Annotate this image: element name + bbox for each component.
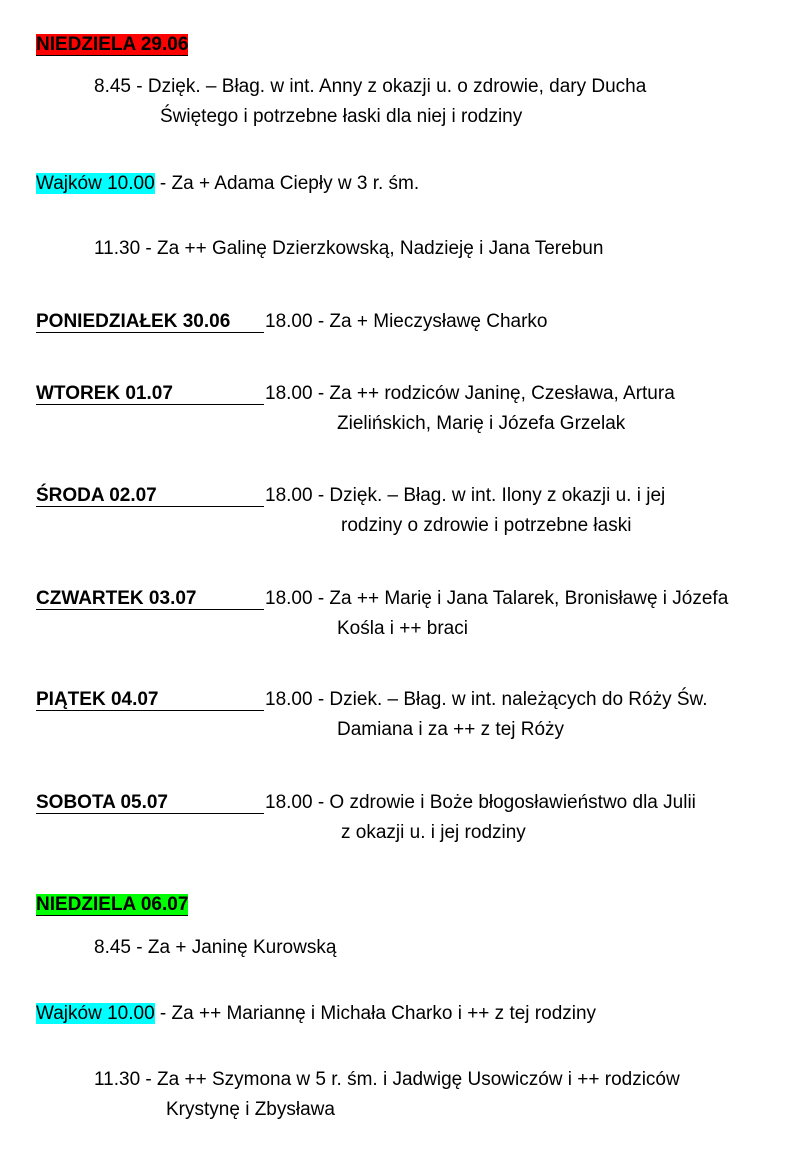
mass-entry-continuation: z okazji u. i jej rodziny xyxy=(341,822,526,843)
friday-label: PIĄTEK 04.07 xyxy=(36,688,264,711)
mass-entry-continuation: Świętego i potrzebne łaski dla niej i rodziny xyxy=(160,106,523,127)
mass-entry: 18.00 - Dzięk. – Błag. w int. Ilony z okazji u. i jej xyxy=(265,485,666,506)
mass-entry: 18.00 - Za ++ Marię i Jana Talarek, Bronisławę i Józefa xyxy=(265,588,729,609)
mass-entry-continuation: Krystynę i Zbysława xyxy=(166,1099,335,1120)
mass-entry: 8.45 - Dzięk. – Błag. w int. Anny z okazji u. o zdrowie, dary Ducha xyxy=(94,76,647,97)
tuesday-label: WTOREK 01.07 xyxy=(36,382,264,405)
sunday-header xyxy=(36,33,188,57)
thursday-label: CZWARTEK 03.07 xyxy=(36,587,264,610)
mass-entry-continuation: rodziny o zdrowie i potrzebne łaski xyxy=(341,515,632,536)
wajkow-label: Wajków 10.00 xyxy=(36,1003,155,1024)
mass-entry: 11.30 - Za ++ Szymona w 5 r. śm. i Jadwigę Usowiczów i ++ rodziców xyxy=(94,1069,680,1090)
wajkow-text: - Za + Adama Ciepły w 3 r. śm. xyxy=(154,173,420,194)
sunday-header-label: NIEDZIELA 06.07 xyxy=(36,894,189,915)
wajkow-text: - Za ++ Mariannę i Michała Charko i ++ z tej rodziny xyxy=(154,1003,597,1024)
mass-entry: 11.30 - Za ++ Galinę Dzierzkowską, Nadzieję i Jana Terebun xyxy=(94,238,604,259)
wajkow-entry xyxy=(36,1002,596,1026)
wajkow-entry xyxy=(36,172,419,196)
saturday-label: SOBOTA 05.07 xyxy=(36,791,264,814)
mass-entry: 18.00 - O zdrowie i Boże błogosławieństwo dla Julii xyxy=(265,792,696,813)
mass-entry: 18.00 - Za ++ rodziców Janinę, Czesława, Artura xyxy=(265,383,675,404)
mass-entry-continuation: Damiana i za ++ z tej Róży xyxy=(337,719,565,740)
sunday-header xyxy=(36,893,188,917)
wajkow-label: Wajków 10.00 xyxy=(36,173,155,194)
mass-entry: 18.00 - Za + Mieczysławę Charko xyxy=(265,311,548,332)
mass-entry: 18.00 - Dziek. – Błag. w int. należących do Róży Św. xyxy=(265,689,708,710)
mass-entry-continuation: Kośla i ++ braci xyxy=(337,618,468,639)
mass-entry: 8.45 - Za + Janinę Kurowską xyxy=(94,937,337,958)
mass-entry-continuation: Zielińskich, Marię i Józefa Grzelak xyxy=(337,413,626,434)
wednesday-label: ŚRODA 02.07 xyxy=(36,484,264,507)
monday-label: PONIEDZIAŁEK 30.06 xyxy=(36,310,264,333)
sunday-header-label: NIEDZIELA 29.06 xyxy=(36,34,189,55)
